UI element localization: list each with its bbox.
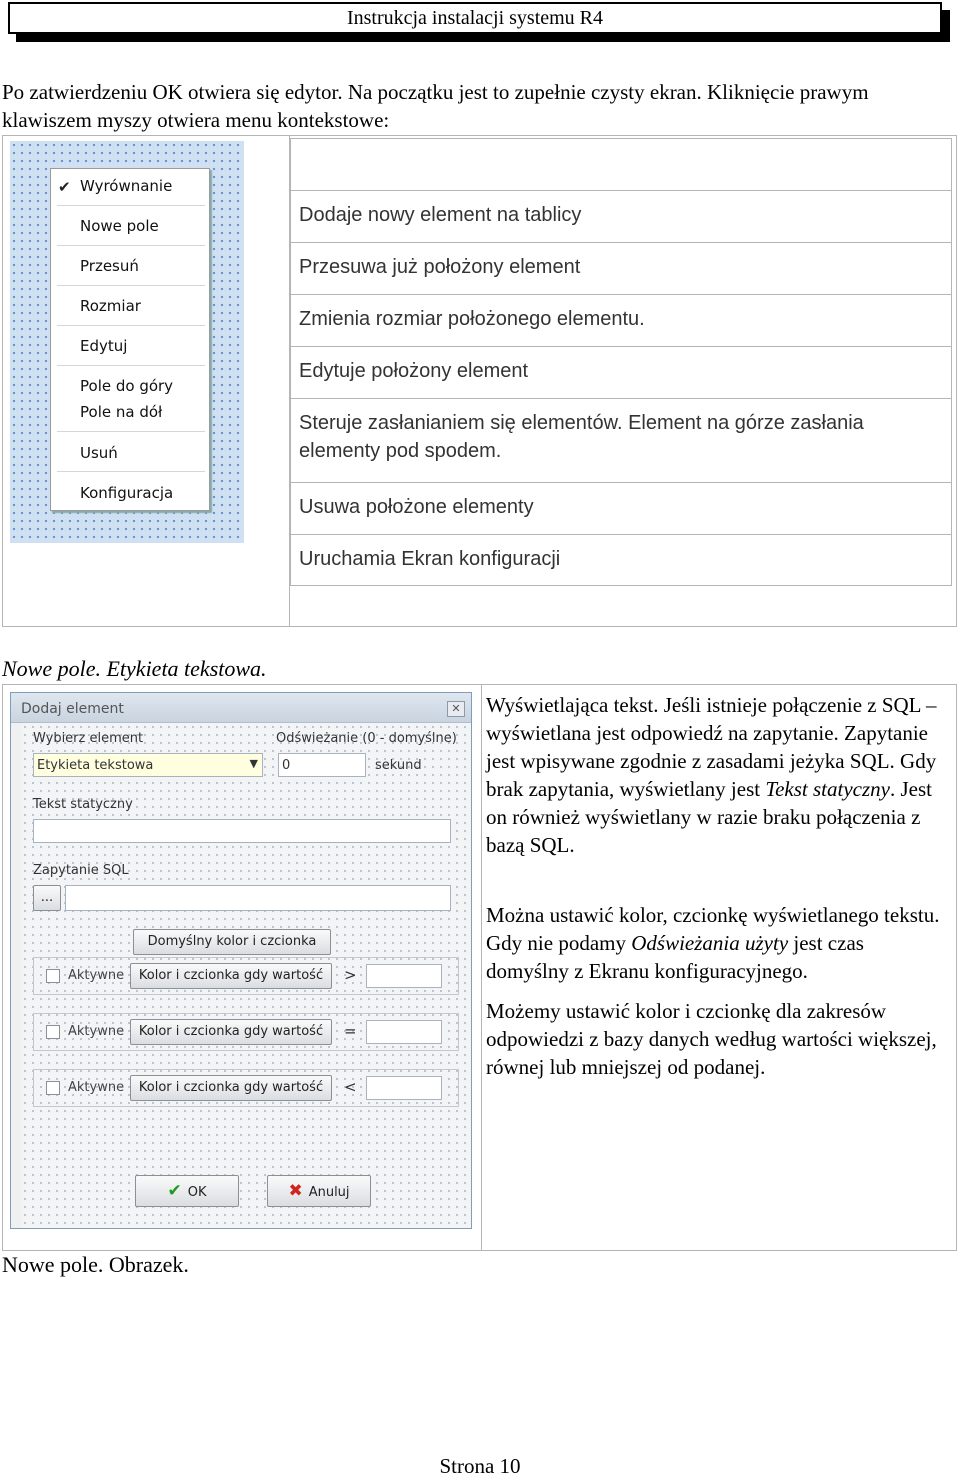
description-cell: Usuwa położone elementy xyxy=(290,482,952,534)
dialog-body xyxy=(21,723,471,1228)
condition-operator: < xyxy=(344,1078,357,1096)
active-checkbox[interactable] xyxy=(46,1081,60,1095)
condition-group-greater xyxy=(33,957,459,995)
document-title: Instrukcja instalacji systemu R4 xyxy=(346,7,604,29)
menu-item-field-up[interactable]: Pole do góry xyxy=(80,377,174,395)
refresh-unit: sekund xyxy=(375,758,422,773)
active-checkbox[interactable] xyxy=(46,969,60,983)
section-title-text-label: Nowe pole. Etykieta tekstowa. xyxy=(2,656,267,681)
page-number: Strona 10 xyxy=(439,1454,521,1478)
page-header xyxy=(8,2,942,34)
cancel-button[interactable] xyxy=(267,1175,371,1207)
check-icon: ✔ xyxy=(58,180,71,196)
description-cell: Steruje zasłanianiem się elementów. Element na górze zasłania elementy pod spodem. xyxy=(290,398,952,482)
chevron-down-icon: ▼ xyxy=(249,757,258,770)
active-checkbox-label: Aktywne xyxy=(68,1080,125,1095)
menu-separator xyxy=(57,365,205,366)
condition-color-button[interactable]: Kolor i czcionka gdy wartość xyxy=(130,963,332,989)
static-text-input[interactable] xyxy=(33,819,451,843)
refresh-label: Odświeżanie (0 - domyślne) xyxy=(276,731,457,746)
dialog-title: Dodaj element xyxy=(21,701,124,717)
active-checkbox-label: Aktywne xyxy=(68,968,125,983)
refresh-input[interactable]: 0 xyxy=(278,753,366,777)
condition-value-input[interactable] xyxy=(366,1076,442,1100)
active-checkbox-label: Aktywne xyxy=(68,1024,125,1039)
add-element-dialog xyxy=(10,692,472,1229)
menu-item-resize[interactable]: Rozmiar xyxy=(80,297,141,315)
condition-operator: = xyxy=(344,1022,357,1040)
menu-item-new-field[interactable]: Nowe pole xyxy=(80,217,159,235)
element-type-value: Etykieta tekstowa xyxy=(37,758,154,773)
emphasis-text: Odświeżania użyty xyxy=(631,931,789,955)
paragraph-text: Wyświetlająca tekst. Jeśli istnieje połączenie z SQL – wyświetlana jest odpowiedź na zapytanie. Zapytanie jest wpisywane zgodnie z zasadami jeżyka SQL. Gdy brak zapytania, wyświetlany jest xyxy=(486,693,937,801)
menu-separator xyxy=(57,325,205,326)
menu-separator xyxy=(57,205,205,206)
menu-item-alignment[interactable]: Wyrównanie xyxy=(80,177,173,195)
condition-color-button[interactable]: Kolor i czcionka gdy wartość xyxy=(130,1019,332,1045)
description-cell xyxy=(290,138,952,190)
paragraph-text: jest czas domyślny z Ekranu konfiguracyjnego. xyxy=(486,931,864,983)
paragraph-text: Można ustawić kolor, czcionkę wyświetlanego tekstu. Gdy nie podamy xyxy=(486,903,940,955)
sql-browse-button[interactable]: ... xyxy=(33,885,61,911)
condition-value-input[interactable] xyxy=(366,964,442,988)
menu-separator xyxy=(57,285,205,286)
menu-separator xyxy=(57,471,205,472)
menu-item-delete[interactable]: Usuń xyxy=(80,444,118,462)
close-icon[interactable]: ✕ xyxy=(447,701,465,717)
menu-separator xyxy=(57,245,205,246)
cross-icon: ✖ xyxy=(288,1181,303,1201)
section-title-image: Nowe pole. Obrazek. xyxy=(2,1252,189,1277)
dialog-titlebar xyxy=(11,693,471,723)
condition-color-button[interactable]: Kolor i czcionka gdy wartość xyxy=(130,1075,332,1101)
menu-item-move[interactable]: Przesuń xyxy=(80,257,139,275)
ok-button[interactable] xyxy=(135,1175,239,1207)
menu-item-edit[interactable]: Edytuj xyxy=(80,337,128,355)
static-text-label: Tekst statyczny xyxy=(33,797,133,812)
description-paragraph-3: Możemy ustawić kolor i czcionkę dla zakresów odpowiedzi z bazy danych według wartości większej, równej lub mniejszej od podanej. xyxy=(486,999,937,1079)
menu-item-field-down[interactable]: Pole na dół xyxy=(80,403,163,421)
description-cell: Uruchamia Ekran konfiguracji xyxy=(290,534,952,586)
condition-value-input[interactable] xyxy=(366,1020,442,1044)
description-cell: Dodaje nowy element na tablicy xyxy=(290,190,952,242)
description-paragraph-2 xyxy=(486,901,951,985)
condition-group-less xyxy=(33,1069,459,1107)
condition-operator: > xyxy=(344,966,357,984)
active-checkbox[interactable] xyxy=(46,1025,60,1039)
sql-query-label: Zapytanie SQL xyxy=(33,863,129,878)
sql-query-input[interactable] xyxy=(65,885,451,911)
emphasis-text: Tekst statyczny xyxy=(765,777,890,801)
description-cell: Przesuwa już położony element xyxy=(290,242,952,294)
table-divider xyxy=(481,685,482,1250)
description-cell: Edytuje położony element xyxy=(290,346,952,398)
default-color-font-button[interactable]: Domyślny kolor i czcionka xyxy=(133,929,331,955)
select-element-label: Wybierz element xyxy=(33,731,144,746)
paragraph-text: . Jest on również wyświetlany w razie braku połączenia z bazą SQL. xyxy=(486,777,932,857)
checkmark-icon: ✔ xyxy=(167,1181,182,1201)
element-type-select[interactable] xyxy=(33,753,263,777)
ok-button-label: OK xyxy=(187,1185,207,1200)
description-cell: Zmienia rozmiar położonego elementu. xyxy=(290,294,952,346)
intro-paragraph: Po zatwierdzeniu OK otwiera się edytor. Na początku jest to zupełnie czysty ekran. Kliknięcie prawym klawiszem myszy otwiera menu kontekstowe: xyxy=(2,80,869,132)
menu-description-list xyxy=(290,138,952,586)
context-menu xyxy=(50,168,210,511)
menu-item-configuration[interactable]: Konfiguracja xyxy=(80,484,174,502)
cancel-button-label: Anuluj xyxy=(308,1185,350,1200)
condition-group-equal xyxy=(33,1013,459,1051)
menu-separator xyxy=(57,431,205,432)
description-paragraph-1 xyxy=(486,691,951,859)
